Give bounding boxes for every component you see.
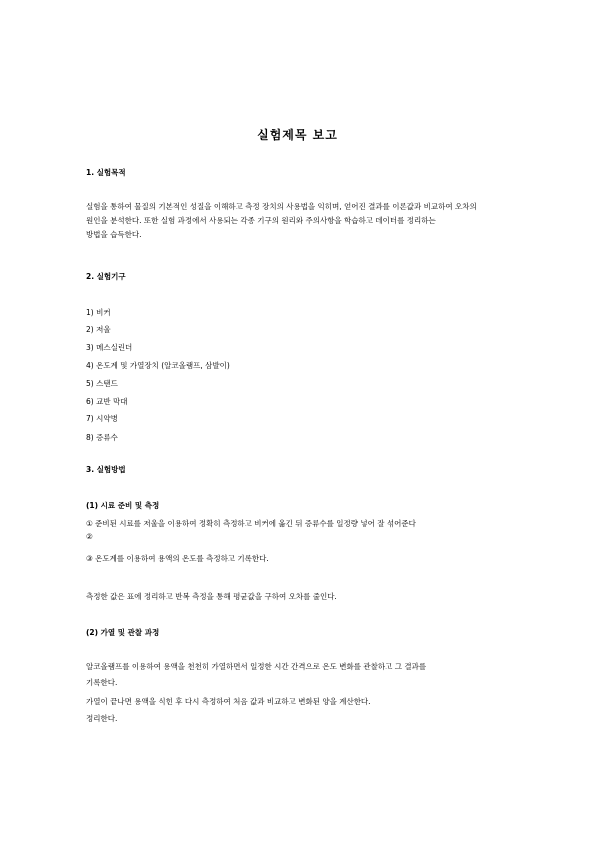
step-heading: (1) 시료 준비 및 측정 <box>86 501 160 510</box>
section-heading-method: 3. 실험방법 <box>86 465 126 474</box>
equipment-item: 1) 비커 <box>86 308 111 317</box>
step-heading: (2) 가열 및 관찰 과정 <box>86 628 160 637</box>
equipment-item: 4) 온도계 및 가열장치 (알코올램프, 삼발이) <box>86 361 230 370</box>
equipment-item: 2) 저울 <box>86 325 111 334</box>
document-title: 실험제목 보고 <box>257 128 338 142</box>
equipment-item: 8) 증류수 <box>86 433 118 442</box>
paragraph-line: 방법을 습득한다. <box>86 230 142 239</box>
step-line: ① 준비된 시료를 저울을 이용하여 정확히 측정하고 비커에 옮긴 뒤 증류수를 일정량 넣어 잘 섞어준다 <box>86 519 416 528</box>
step-line: 기록한다. <box>86 678 118 687</box>
equipment-item: 3) 메스실린더 <box>86 343 133 352</box>
paragraph-line: 원인을 분석한다. 또한 실험 과정에서 사용되는 각종 기구의 원리와 주의사항을 학습하고 데이터를 정리하는 <box>86 216 436 225</box>
step-line: 정리한다. <box>86 714 118 723</box>
equipment-item: 7) 시약병 <box>86 414 118 423</box>
equipment-item: 6) 교반 막대 <box>86 397 128 406</box>
equipment-item: 5) 스탠드 <box>86 379 118 388</box>
step-line: ③ 온도계를 이용하여 용액의 온도를 측정하고 기록한다. <box>86 554 269 563</box>
step-line: 알코올램프를 이용하여 용액을 천천히 가열하면서 일정한 시간 간격으로 온도 변화를 관찰하고 그 결과를 <box>86 662 427 671</box>
section-heading-equipment: 2. 실험기구 <box>86 272 126 281</box>
step-line: 가열이 끝나면 용액을 식힌 후 다시 측정하여 처음 값과 비교하고 변화된 양을 계산한다. <box>86 697 371 706</box>
step-note: 측정한 값은 표에 정리하고 반복 측정을 통해 평균값을 구하여 오차를 줄인다. <box>86 592 337 601</box>
purpose-paragraph <box>86 200 514 242</box>
step-line: ② <box>86 532 93 541</box>
section-heading-purpose: 1. 실험목적 <box>86 168 126 177</box>
paragraph-line: 실험을 통하여 물질의 기본적인 성질을 이해하고 측정 장치의 사용법을 익히며, 얻어진 결과를 이론값과 비교하여 오차의 <box>86 202 477 211</box>
